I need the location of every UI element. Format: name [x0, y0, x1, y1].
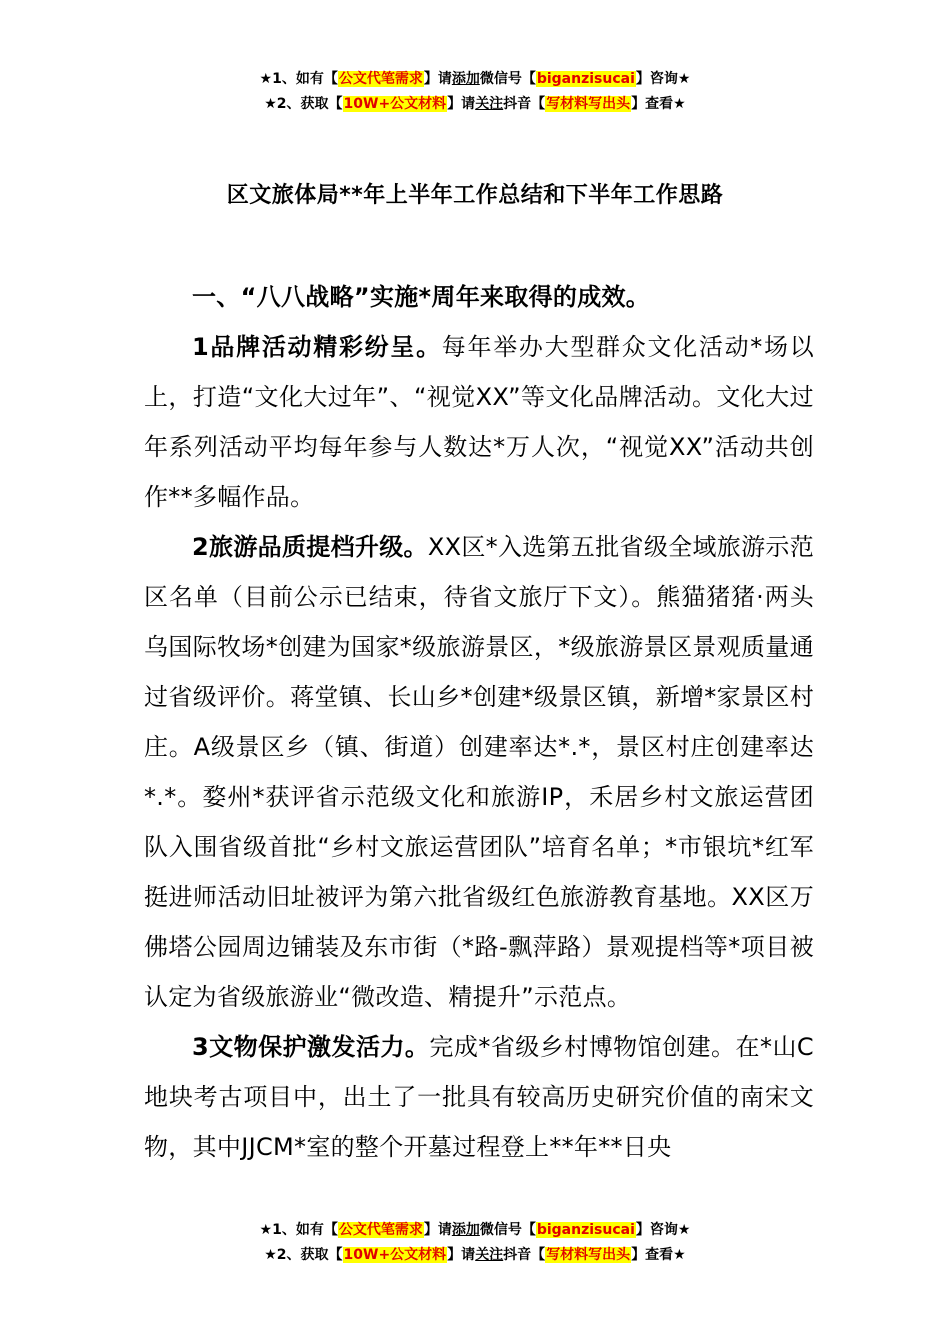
paragraph-tourism-quality [144, 522, 814, 1022]
promo-text: 】请 [423, 1222, 452, 1238]
paragraph-lead: 1品牌活动精彩纷呈。 [192, 333, 442, 361]
douyin-account: 写材料写出头 [546, 1247, 631, 1263]
promo-line-2 [0, 1243, 950, 1268]
paragraph-lead: 2旅游品质提档升级。 [192, 533, 428, 561]
paragraph-brand-activities [144, 322, 814, 522]
promo-text: ★1、如有【 [259, 1222, 338, 1238]
promo-text: ★2、获取【 [264, 1247, 343, 1263]
document-body [144, 272, 814, 1172]
paragraph-text: 每年举办大型群众文化活动*场以上，打造“文化大过年”、“视觉XX”等文化品牌活动。文化大过年系列活动平均每年参与人数达*万人次，“视觉XX”活动共创作**多幅作品。 [144, 333, 814, 511]
promo-text: 微信号【 [479, 71, 536, 87]
header-promo-banner [0, 67, 950, 117]
paragraph-text: XX区*入选第五批省级全域旅游示范区名单（目前公示已结束，待省文旅厅下文）。熊猫猪猪·两头乌国际牧场*创建为国家*级旅游景区，*级旅游景区景观质量通过省级评价。蒋堂镇、长山乡*创建*级景区镇，新增*家景区村庄。A级景区乡（镇、街道）创建率达*.*，景区村庄创建率达*.*。婺州*获评省示范级文化和旅游IP，禾居乡村文旅运营团队入围省级首批“乡村文旅运营团队”培育名单；*市银坑*红军挺进师活动旧址被评为第六批省级红色旅游教育基地。XX区万佛塔公园周边铺装及东市街（*路-飘萍路）景观提档等*项目被认定为省级旅游业“微改造、精提升”示范点。 [144, 533, 814, 1011]
promo-text: 】请 [447, 1247, 476, 1263]
paragraph-text: 完成*省级乡村博物馆创建。在*山C地块考古项目中，出土了一批具有较高历史研究价值的南宋文物，其中JJCM*室的整个开墓过程登上**年**日央 [144, 1033, 814, 1161]
promo-highlight: 公文代笔需求 [338, 71, 423, 87]
promo-text: ★1、如有【 [259, 71, 338, 87]
section-heading: 一、“八八战略”实施*周年来取得的成效。 [192, 283, 651, 311]
promo-underlined: 添加 [451, 1222, 480, 1238]
promo-text: 】查看★ [631, 1247, 686, 1263]
promo-text: 】查看★ [631, 96, 686, 112]
promo-text: 微信号【 [479, 1222, 536, 1238]
paragraph-heritage-protection [144, 1022, 814, 1172]
promo-underlined: 添加 [451, 71, 480, 87]
footer-promo-banner [0, 1218, 950, 1268]
promo-highlight: 10W+公文材料 [343, 1247, 447, 1263]
douyin-account: 写材料写出头 [546, 96, 631, 112]
promo-line-2 [0, 92, 950, 117]
promo-text: 】咨询★ [635, 1222, 691, 1238]
paragraph-lead: 3文物保护激发活力。 [192, 1033, 430, 1061]
promo-line-1 [0, 67, 950, 92]
wechat-id: biganzisucai [536, 71, 635, 87]
promo-text: ★2、获取【 [264, 96, 343, 112]
promo-underlined: 关注 [475, 1247, 504, 1263]
promo-highlight: 公文代笔需求 [338, 1222, 423, 1238]
document-title: 区文旅体局**年上半年工作总结和下半年工作思路 [226, 183, 724, 208]
promo-text: 】咨询★ [635, 71, 691, 87]
wechat-id: biganzisucai [536, 1222, 635, 1238]
promo-text: 抖音【 [503, 1247, 546, 1263]
promo-underlined: 关注 [475, 96, 504, 112]
promo-text: 】请 [447, 96, 476, 112]
promo-line-1 [0, 1218, 950, 1243]
promo-text: 抖音【 [503, 96, 546, 112]
promo-text: 】请 [423, 71, 452, 87]
promo-highlight: 10W+公文材料 [343, 96, 447, 112]
